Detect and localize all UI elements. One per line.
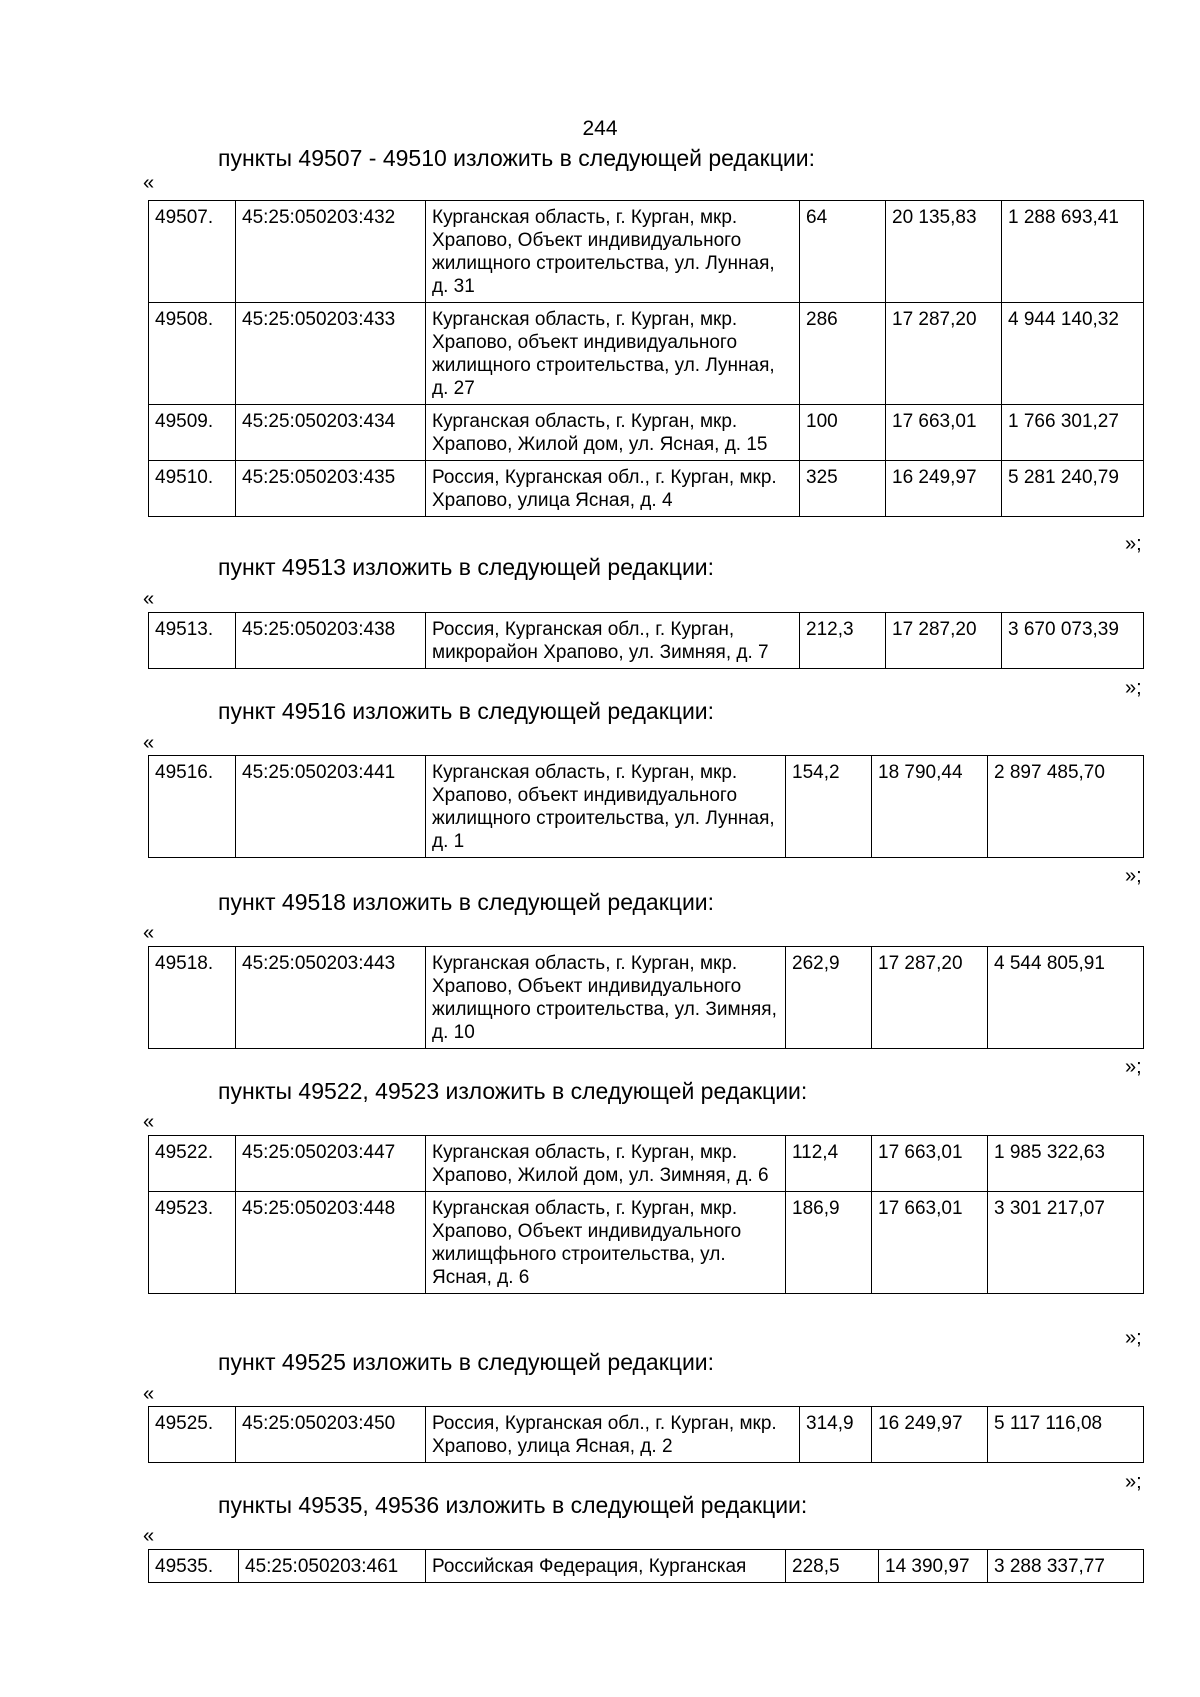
cell-rate: 16 249,97: [872, 1407, 988, 1463]
cell-area: 228,5: [786, 1550, 879, 1583]
cell-address: Россия, Курганская обл., г. Курган, мкр. Храпово, улица Ясная, д. 4: [426, 461, 800, 517]
cell-rate: 16 249,97: [886, 461, 1002, 517]
cell-rate: 17 287,20: [872, 947, 988, 1049]
close-quote: »;: [1125, 1056, 1142, 1078]
cell-rate: 14 390,97: [879, 1550, 988, 1583]
cell-value: 3 288 337,77: [988, 1550, 1144, 1583]
cell-area: 325: [800, 461, 886, 517]
cell-address: Курганская область, г. Курган, мкр. Храпово, Объект индивидуального жилищного строительства, ул. Зимняя, д. 10: [426, 947, 786, 1049]
cell-cadastral: 45:25:050203:438: [236, 613, 426, 669]
cell-number: 49535.: [149, 1550, 239, 1583]
cell-number: 49525.: [149, 1407, 236, 1463]
cell-number: 49508.: [149, 303, 236, 405]
open-quote: «: [143, 732, 155, 754]
table-row: [149, 947, 1144, 1049]
data-table: [148, 946, 1144, 1049]
cell-cadastral: 45:25:050203:435: [236, 461, 426, 517]
cell-address: Курганская область, г. Курган, мкр. Храпово, Объект индивидуального жилищного строительства, ул. Лунная, д. 31: [426, 201, 800, 303]
table-row: [149, 461, 1144, 517]
cell-value: 4 544 805,91: [988, 947, 1144, 1049]
cell-number: 49513.: [149, 613, 236, 669]
cell-area: 212,3: [800, 613, 886, 669]
open-quote: «: [143, 1111, 155, 1133]
cell-value: 1 985 322,63: [988, 1136, 1144, 1192]
cell-rate: 17 663,01: [886, 405, 1002, 461]
cell-cadastral: 45:25:050203:447: [236, 1136, 426, 1192]
cell-area: 112,4: [786, 1136, 872, 1192]
cell-cadastral: 45:25:050203:432: [236, 201, 426, 303]
cell-address: Курганская область, г. Курган, мкр. Храпово, объект индивидуального жилищного строительства, ул. Лунная, д. 1: [426, 756, 786, 858]
table-row: [149, 613, 1144, 669]
cell-value: 3 301 217,07: [988, 1192, 1144, 1294]
table-row: [149, 1136, 1144, 1192]
cell-address: Курганская область, г. Курган, мкр. Храпово, Объект индивидуального жилищфьного строительства, ул. Ясная, д. 6: [426, 1192, 786, 1294]
cell-area: 154,2: [786, 756, 872, 858]
cell-number: 49522.: [149, 1136, 236, 1192]
open-quote: «: [143, 588, 155, 610]
section-heading: пункты 49507 - 49510 изложить в следующей редакции:: [218, 145, 815, 171]
cell-cadastral: 45:25:050203:461: [239, 1550, 426, 1583]
cell-number: 49509.: [149, 405, 236, 461]
cell-rate: 17 663,01: [872, 1136, 988, 1192]
data-table: [148, 200, 1144, 517]
table-row: [149, 1550, 1144, 1583]
cell-address: Российская Федерация, Курганская: [426, 1550, 786, 1583]
close-quote: »;: [1125, 1471, 1142, 1493]
cell-value: 5 117 116,08: [988, 1407, 1144, 1463]
table-row: [149, 405, 1144, 461]
open-quote: «: [143, 1383, 155, 1405]
section-heading: пункт 49516 изложить в следующей редакции:: [218, 698, 715, 724]
close-quote: »;: [1125, 533, 1142, 555]
cell-number: 49507.: [149, 201, 236, 303]
table-row: [149, 303, 1144, 405]
cell-value: 2 897 485,70: [988, 756, 1144, 858]
cell-address: Курганская область, г. Курган, мкр. Храпово, Жилой дом, ул. Зимняя, д. 6: [426, 1136, 786, 1192]
data-table: [148, 1406, 1144, 1463]
cell-value: 1 288 693,41: [1002, 201, 1144, 303]
cell-cadastral: 45:25:050203:441: [236, 756, 426, 858]
cell-area: 64: [800, 201, 886, 303]
section-heading: пункты 49535, 49536 изложить в следующей редакции:: [218, 1492, 808, 1518]
cell-rate: 18 790,44: [872, 756, 988, 858]
cell-value: 1 766 301,27: [1002, 405, 1144, 461]
cell-number: 49518.: [149, 947, 236, 1049]
cell-number: 49523.: [149, 1192, 236, 1294]
cell-number: 49510.: [149, 461, 236, 517]
cell-rate: 17 663,01: [872, 1192, 988, 1294]
cell-rate: 17 287,20: [886, 303, 1002, 405]
cell-value: 3 670 073,39: [1002, 613, 1144, 669]
cell-address: Россия, Курганская обл., г. Курган, микрорайон Храпово, ул. Зимняя, д. 7: [426, 613, 800, 669]
cell-area: 186,9: [786, 1192, 872, 1294]
data-table: [148, 1135, 1144, 1294]
close-quote: »;: [1125, 1327, 1142, 1349]
section-heading: пункт 49525 изложить в следующей редакции:: [218, 1349, 715, 1375]
cell-cadastral: 45:25:050203:433: [236, 303, 426, 405]
cell-cadastral: 45:25:050203:450: [236, 1407, 426, 1463]
open-quote: «: [143, 1525, 155, 1547]
cell-cadastral: 45:25:050203:448: [236, 1192, 426, 1294]
table-row: [149, 201, 1144, 303]
cell-rate: 17 287,20: [886, 613, 1002, 669]
close-quote: »;: [1125, 865, 1142, 887]
cell-area: 100: [800, 405, 886, 461]
close-quote: »;: [1125, 677, 1142, 699]
open-quote: «: [143, 922, 155, 944]
cell-cadastral: 45:25:050203:443: [236, 947, 426, 1049]
data-table: [148, 612, 1144, 669]
open-quote: «: [143, 172, 155, 194]
section-heading: пункт 49513 изложить в следующей редакции:: [218, 554, 715, 580]
cell-value: 4 944 140,32: [1002, 303, 1144, 405]
data-table: [148, 1549, 1144, 1583]
cell-address: Курганская область, г. Курган, мкр. Храпово, Жилой дом, ул. Ясная, д. 15: [426, 405, 800, 461]
data-table: [148, 755, 1144, 858]
cell-number: 49516.: [149, 756, 236, 858]
cell-area: 314,9: [800, 1407, 872, 1463]
cell-cadastral: 45:25:050203:434: [236, 405, 426, 461]
cell-value: 5 281 240,79: [1002, 461, 1144, 517]
cell-area: 262,9: [786, 947, 872, 1049]
cell-rate: 20 135,83: [886, 201, 1002, 303]
table-row: [149, 1192, 1144, 1294]
section-heading: пункты 49522, 49523 изложить в следующей редакции:: [218, 1078, 808, 1104]
cell-area: 286: [800, 303, 886, 405]
cell-address: Россия, Курганская обл., г. Курган, мкр. Храпово, улица Ясная, д. 2: [426, 1407, 800, 1463]
cell-address: Курганская область, г. Курган, мкр. Храпово, объект индивидуального жилищного строительства, ул. Лунная, д. 27: [426, 303, 800, 405]
section-heading: пункт 49518 изложить в следующей редакции:: [218, 889, 715, 915]
table-row: [149, 756, 1144, 858]
page-number: 244: [582, 117, 618, 140]
table-row: [149, 1407, 1144, 1463]
